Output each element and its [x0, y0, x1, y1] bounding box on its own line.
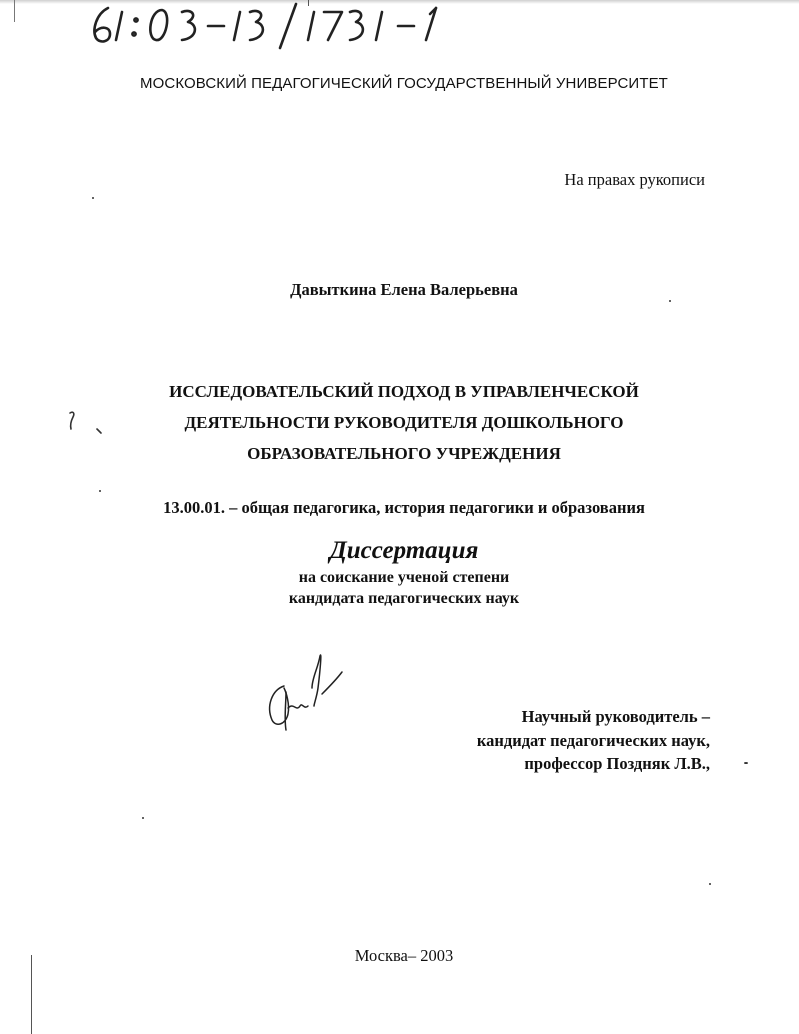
scan-artifact-line: [14, 0, 15, 22]
handwritten-call-number: [84, 0, 484, 52]
signature-icon: [262, 648, 352, 738]
supervisor-line: Научный руководитель –: [521, 707, 710, 726]
scan-artifact-line: [31, 955, 32, 1034]
scan-speck: [99, 490, 101, 492]
degree-description: [0, 567, 799, 609]
manuscript-rights-note: На правах рукописи: [564, 170, 705, 189]
city-and-year: Москва– 2003: [354, 946, 454, 965]
supervisor-line: кандидат педагогических наук,: [476, 730, 710, 750]
supervisor-line: профессор Поздняк Л.В.,: [524, 754, 710, 773]
scan-speck: [92, 197, 94, 199]
university-name: МОСКОВСКИЙ ПЕДАГОГИЧЕСКИЙ ГОСУДАРСТВЕННЫЙ УНИВЕРСИТЕТ: [140, 75, 668, 92]
dissertation-title: [0, 376, 799, 469]
scientific-supervisor: [477, 705, 710, 776]
author-name: Давыткина Елена Валерьевна: [290, 280, 518, 299]
specialty-code: 13.00.01. – общая педагогика, история педагогики и образования: [163, 498, 645, 517]
scan-speck: [709, 883, 711, 885]
scan-speck: [142, 817, 144, 819]
call-number-handwriting: [84, 0, 484, 52]
title-line: ДЕЯТЕЛЬНОСТИ РУКОВОДИТЕЛЯ ДОШКОЛЬНОГО: [184, 413, 624, 432]
degree-line: на соискание ученой степени: [298, 569, 510, 586]
scan-speck: [744, 762, 748, 764]
handwritten-signature: [262, 648, 352, 738]
scan-speck: [669, 300, 671, 302]
title-line: ОБРАЗОВАТЕЛЬНОГО УЧРЕЖДЕНИЯ: [247, 444, 561, 463]
title-line: ИССЛЕДОВАТЕЛЬСКИЙ ПОДХОД В УПРАВЛЕНЧЕСКОЙ: [169, 382, 639, 401]
degree-line: кандидата педагогических наук: [288, 590, 520, 607]
document-type-heading: Диссертация: [329, 537, 479, 564]
